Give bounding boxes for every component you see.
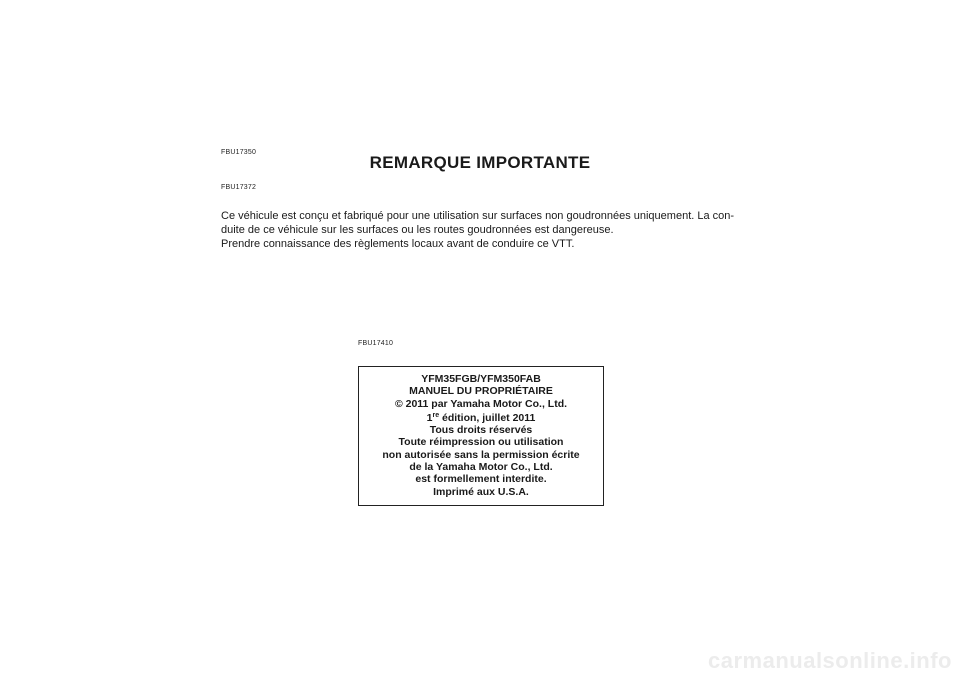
edition-text: édition, juillet 2011 [439, 411, 536, 424]
notice-body [221, 209, 751, 251]
reprint-line-1: Toute réimpression ou utilisation [398, 436, 564, 449]
notice-paragraph-1: Ce véhicule est conçu et fabriqué pour une utilisation sur surfaces non goudronnées uniquement. La con-duite de ce véhicule sur les surfaces ou les routes goudronnées est dangereuse. [221, 210, 735, 236]
manual-title: MANUEL DU PROPRIÉTAIRE [409, 385, 553, 398]
reprint-line-2: non autorisée sans la permission écrite [382, 448, 580, 461]
edition-number: 1 [426, 411, 433, 424]
box-reference-code: FBU17410 [358, 340, 394, 347]
page-title: REMARQUE IMPORTANTE [369, 153, 591, 172]
edition-line [359, 412, 603, 424]
watermark: carmanualsonline.info [708, 648, 952, 673]
printed-line: Imprimé aux U.S.A. [433, 485, 529, 498]
edition-suffix: re [432, 411, 440, 419]
notice-paragraph-2: Prendre connaissance des règlements locaux avant de conduire ce VTT. [221, 238, 575, 250]
notice-reference-code: FBU17350 [221, 149, 257, 156]
rights-line: Tous droits réservés [429, 424, 533, 437]
reprint-line-3: de la Yamaha Motor Co., Ltd. [409, 461, 553, 474]
body-reference-code: FBU17372 [221, 184, 257, 191]
reprint-line-4: est formellement interdite. [415, 473, 547, 486]
copyright-line: © 2011 par Yamaha Motor Co., Ltd. [394, 397, 568, 410]
publication-info-box [358, 366, 604, 506]
model-name: YFM35FGB/YFM350FAB [421, 373, 541, 385]
